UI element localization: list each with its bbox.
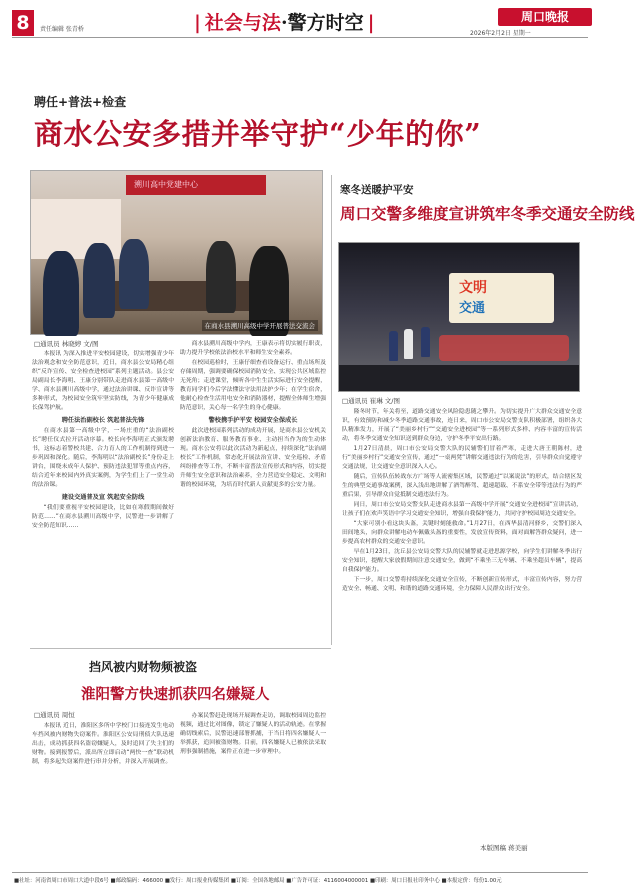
paragraph: 1月27日清晨，周口市公安局交警大队的民辅警们冒着严寒，走进大唐王朝陈村，进行“美丽乡村行”交通安全宣传，通过“一桌两凳”讲解交通违法行为的危害，引导群众自觉遵守交通法规，让交通安全意识深入人心。	[342, 446, 582, 470]
photo-person	[389, 331, 398, 361]
article1-byline: □通讯员 林晓婷 文/图	[34, 340, 99, 348]
paragraph: “大家可别小看这块头盔，关键时刻能救命。”1月27日，在西华县清河驿乡，交警们深入田间地头，向群众讲解电动车佩戴头盔的重要性，发放宣传资料，面对面解答群众疑问，进一步提高农村群众的交通安全意识。	[342, 521, 582, 545]
subheading: 警校携手护平安 校园安全保成长	[208, 417, 298, 424]
page-editor-note: 本版图稿 蒋美丽	[480, 844, 528, 852]
article1-photo	[30, 170, 323, 335]
column-divider	[331, 175, 332, 645]
paragraph: 商水县溯川高级中学内，王康表示将切实履行职责，助力提升学校依法治校水平和师生安全素养。	[180, 341, 326, 356]
footer-info: ■社址：河南省周口市周口大道中段6号 ■邮政编码：466000 ■发行：周口报业传媒集团 ■订阅：全国各地邮局 ■广告许可证：4116004000001 ■印刷：周口日报社印务中心 ■本报定价：每份1.00元	[14, 878, 502, 884]
article3-kicker: 挡风被内财物频被盗	[89, 660, 198, 674]
photo-display-cars	[439, 335, 569, 361]
section-dot: ·	[280, 12, 288, 34]
photo-sign-text-2: 交通	[459, 301, 486, 316]
footer-divider	[12, 872, 588, 873]
article3-byline: □通讯员 周恒	[34, 711, 75, 719]
editors-credit: 责任编辑 张青桥	[40, 26, 84, 33]
photo-person	[404, 329, 413, 359]
photo-caption: 在商水县溯川高级中学开展普法交流会	[202, 320, 319, 331]
section-suffix: 警方时空	[287, 12, 364, 34]
article1-column-2	[180, 340, 326, 645]
article1-kicker: 聘任+普法+检查	[34, 95, 127, 109]
photo-sign	[449, 273, 554, 323]
article2-headline: 周口交警多维度宣讲筑牢冬季交通安全防线	[340, 204, 635, 223]
article3-column-2	[180, 712, 326, 862]
article-divider	[30, 648, 331, 649]
issue-date: 2026年2月2日 星期一	[470, 30, 531, 37]
paragraph: 同日，周口市公安局交警支队走进商水县第一高级中学开展“交通安全进校园”宣讲活动，让孩子们在欢声笑语中学习交通安全知识，增强自我保护能力，共同守护校园周边交通安全。	[342, 502, 582, 517]
paragraph: 下一步，周口交警将持续深化交通安全宣传，不断创新宣传形式，丰富宣传内容，努力营造安全、畅通、文明、和谐的道路交通环境，全力保障人民群众出行安全。	[342, 577, 582, 592]
photo-stage	[339, 365, 579, 391]
article1-headline: 商水公安多措并举守护“少年的你”	[34, 117, 482, 151]
paragraph: 隆冬时节，年关将至，道路交通安全风险隐患随之攀升。为切实提升广大群众交通安全意识，有效预防和减少冬季道路交通事故，连日来，周口市公安局交警支队积极部署，组织各大队精准发力，开展了“美丽乡村行”“交通安全进校园”等一系列形式多样、内容丰富的宣传活动，将冬季交通安全知识送到群众身边，守护冬季平安出行路。	[342, 409, 582, 442]
paragraph: “我们要重视平安校园建设，比如在寒假期间做好防范……”在商水县溯川高级中学，民警进一步讲解了安全防范知识……	[32, 505, 174, 529]
paragraph: 本报讯 近日，淮阳区多所中学校门口接连发生电动车挡风被内财物失窃案件。淮阳区公安局刑侦大队迅速出击，成功抓获四名盗窃嫌疑人，及时追回了失主们的财物。接到报警后，派出所立即启动“两快一查”联动机制，将多起失窃案件进行串并分析，并深入开展调查。	[32, 723, 174, 765]
photo-banner: 溯川高中党建中心	[126, 175, 266, 195]
subheading: 建设交通普及宣 筑起安全防线	[61, 494, 145, 501]
header-divider	[12, 37, 588, 38]
masthead-logo: 周口晚报	[498, 8, 592, 26]
article3-column-1	[32, 722, 174, 862]
paragraph: 在校园巡检时，王康仔细查看设备运行、重点场所及存储周期，强调要确保校园消防安全、实现公共区域监控无死角；走进课堂，倾听各中生生活实际进行安全提醒，教育同学们今后学法懂法守法用法护少年；在学生宿舍，他耐心检查生活用电安全和消防器材，提醒全体师生增强防范意识，关心每一名学生的身心健康。	[180, 360, 326, 411]
article2-byline: □通讯员 崔琳 文/图	[342, 397, 400, 405]
photo-person	[421, 327, 430, 357]
photo-person	[119, 239, 149, 309]
paragraph: 在商水县第一高级中学，一场庄重的“法治副校长”聘任仪式拉开活动序幕。校长向李海明正式颁发聘书，这标志着警校共建、合力育人的工作机制得到进一步巩固和深化。随后，李海明以“法治副校长”身份走上讲台，围绕未成年人保护、预防违法犯罪等重点内容，结合近年来校园内外真实案例，为学生们上了一堂生动的法治课。	[32, 428, 174, 488]
paragraph: 早在1月23日，沈丘县公安局交警大队的民辅警就走进思源学校，向学生们讲解冬季出行安全知识，提醒大家放假期间注意交通安全，做到“不乘坐三无车辆、不乘坐超员车辆”，提高自我保护能力。	[342, 549, 582, 573]
subheading: 聘任法治副校长 筑起普法先锋	[61, 417, 145, 424]
article1-column-1	[32, 350, 174, 645]
photo-person	[83, 243, 115, 318]
photo-person	[43, 251, 79, 336]
article2-body	[342, 408, 582, 833]
paragraph: 此次进校园系列活动的成功开展，是商水县公安机关创新法治教育、服务教育事业、主动担当作为的生动体现。商水公安将以此次活动为新起点，持续深化“法治副校长”工作机制，常态化开展法治宣讲、安全巡检、矛盾纠纷排查等工作，不断丰富普法宣传形式和内容，切实提升师生安全意识和法治素养，全力营造安全稳定、文明和谐的校园环境，为培育时代新人贡献更多的公安力量。	[180, 428, 326, 488]
photo-sign-text-1: 文明	[459, 280, 487, 296]
section-title: | 社会与法·警方时空 |	[194, 12, 375, 34]
section-prefix: 社会与法	[204, 12, 281, 34]
article2-photo	[338, 242, 580, 392]
paragraph: 本报讯 为深入推进平安校园建设，切实增强青少年法治观念和安全防范意识，近日，商水县公安局精心组织“反诈宣传、安全检查进校园”系列主题活动。县公安局副局长李海明、王康分别带队走进商水县第一高级中学、商水县溯川高级中学，通过法治讲课、反诈宣讲等多种形式，为校园安全筑牢坚实防线，为青少年健康成长保驾护航。	[32, 351, 174, 411]
page-number: 8	[12, 10, 34, 36]
paragraph: 随后，宣传队伍转战东方广场等人流密集区域，民警通过“以案说法”的形式，结合辖区发生的典型交通事故案例，深入浅出地讲解了酒驾醉驾、超速超载、不系安全带等违法行为的严重后果，引导群众自觉抵制交通违法行为。	[342, 474, 582, 498]
article2-kicker: 寒冬送暖护平安	[340, 184, 414, 196]
photo-person	[206, 241, 236, 313]
article3-headline: 淮阳警方快速抓获四名嫌疑人	[81, 686, 270, 703]
paragraph: 办案民警赶赴现场开展调查走访，调取校园周边监控视频，通过比对图像，锁定了嫌疑人的活动轨迹。在掌握确切线索后，民警迅速部署抓捕，于当日将四名嫌疑人一举抓获，追回被盗财物。目前，四名嫌疑人已被依法采取刑事强制措施，案件正在进一步审理中。	[180, 713, 326, 755]
